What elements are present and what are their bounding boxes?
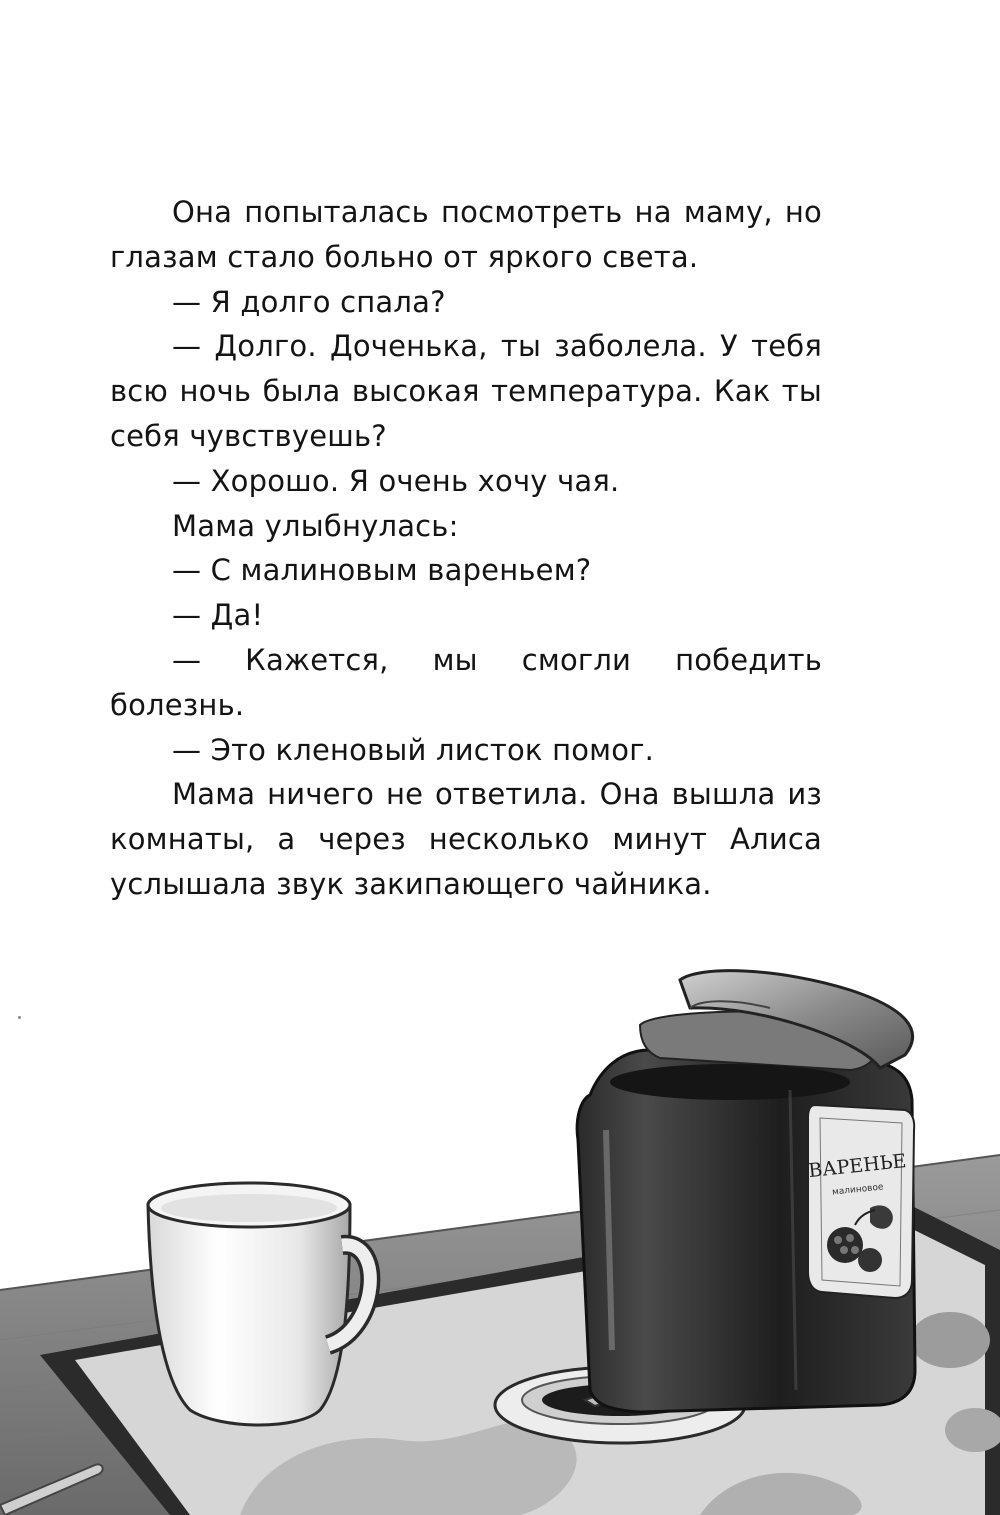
jar-label-title: ВАРЕНЬЕ — [807, 1149, 908, 1183]
jar-label — [807, 1105, 914, 1298]
paragraph: — С малиновым вареньем? — [172, 553, 592, 588]
paragraph: — Это кленовый листок помог. — [172, 732, 655, 767]
paragraph: Она попыталась посмотреть на маму, но глазам стало больно от яркого света. — [110, 195, 822, 274]
tea-and-jam-illustration — [0, 960, 1000, 1515]
paragraph: — Кажется, мы смогли победить болезнь. — [110, 642, 822, 722]
paragraph: Мама улыбнулась: — [172, 508, 459, 543]
paragraph: — Я долго спала? — [172, 284, 446, 319]
jam-jar-icon — [577, 971, 915, 1412]
paragraph: — Хорошо. Я очень хочу чая. — [172, 463, 620, 498]
paragraph: — Долго. Доченька, ты заболела. У тебя всю ночь была высокая температура. Как ты себя чувствуешь? — [110, 329, 822, 453]
paragraph: Мама ничего не ответила. Она вышла из комнаты, а через несколько минут Алиса услышала звук закипающего чайника. — [110, 777, 822, 901]
story-text — [110, 190, 822, 907]
paragraph: — Да! — [172, 598, 264, 633]
jar-label-subtitle: малиновое — [831, 1182, 885, 1198]
